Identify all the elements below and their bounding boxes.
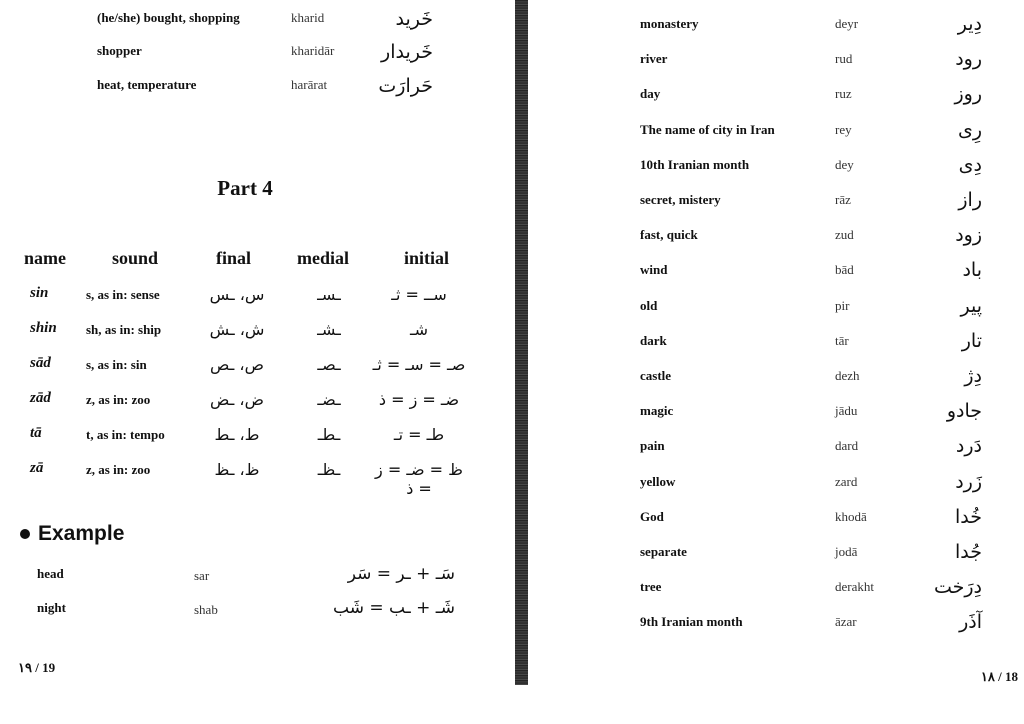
- header-medial: medial: [297, 248, 349, 268]
- transliteration: dard: [835, 438, 859, 454]
- english-word: castle: [640, 368, 672, 383]
- example-heading: [20, 522, 124, 546]
- persian-word: زَرد: [955, 470, 982, 493]
- persian-word: حَرارَت: [378, 75, 433, 97]
- persian-word: دِی: [958, 153, 982, 176]
- transliteration: khodā: [835, 508, 867, 524]
- transliteration: dezh: [835, 368, 860, 383]
- vocab-row: [528, 470, 1024, 504]
- persian-word: روز: [954, 83, 982, 106]
- vocab-row: [528, 259, 1024, 292]
- transliteration: kharid: [291, 10, 325, 25]
- header-initial: initial: [404, 248, 450, 268]
- persian-word: دِیر: [957, 13, 982, 35]
- vocab-row: [528, 48, 1024, 81]
- letter-initial: صـ = سـ = ثـ: [372, 355, 466, 374]
- letter-name: shin: [30, 320, 57, 336]
- letter-sound: s, as in: sense: [86, 287, 160, 302]
- transliteration: dey: [835, 156, 854, 172]
- english-word: fast, quick: [640, 227, 698, 243]
- english-word: shopper: [97, 43, 142, 58]
- english-word: head: [37, 566, 64, 581]
- vocab-row: [528, 224, 1024, 257]
- letter-final: ط، ـط: [214, 425, 260, 444]
- vocab-row: [528, 576, 1024, 609]
- letter-sound: sh, as in: ship: [86, 322, 162, 337]
- letter-medial: ـشـ: [317, 320, 341, 339]
- persian-word: خَرید: [395, 8, 433, 30]
- letter-initial: ســ = ثـ: [391, 285, 447, 304]
- header-final: final: [216, 248, 252, 268]
- letter-row: [0, 425, 515, 457]
- persian-word: باد: [962, 259, 982, 282]
- vocab-row: [0, 77, 515, 107]
- persian-word: راز: [958, 189, 982, 211]
- vocab-row: [528, 435, 1024, 468]
- transliteration: kharidār: [291, 43, 335, 58]
- letter-row: [0, 355, 515, 387]
- persian-word: جادو: [946, 400, 982, 423]
- english-word: dark: [640, 332, 667, 348]
- persian-word: دَرد: [955, 435, 982, 458]
- transliteration: rud: [835, 51, 853, 67]
- transliteration: rāz: [835, 192, 851, 207]
- english-word: wind: [640, 262, 668, 278]
- vocab-row: [528, 611, 1024, 644]
- vocab-row: [528, 365, 1024, 398]
- english-word: 9th Iranian month: [640, 614, 743, 630]
- english-word: magic: [640, 403, 674, 419]
- english-word: The name of city in Iran: [640, 121, 775, 137]
- transliteration: zud: [835, 227, 854, 243]
- letter-final: ض، ـض: [210, 390, 264, 409]
- vocab-row: [528, 189, 1024, 222]
- right-page: [528, 0, 1024, 724]
- vocab-row: [528, 505, 1024, 539]
- letter-row: [0, 285, 515, 317]
- transliteration: derakht: [835, 579, 874, 595]
- letter-medial: ـصـ: [317, 355, 341, 374]
- transliteration: sar: [194, 568, 210, 583]
- english-word: river: [640, 51, 668, 67]
- example-row: [0, 566, 515, 596]
- vocab-row: [528, 153, 1024, 187]
- vocab-row: [528, 329, 1024, 363]
- letter-medial: ـضـ: [317, 390, 341, 409]
- header-name: name: [24, 248, 66, 268]
- letter-name: sin: [30, 285, 49, 301]
- transliteration: zard: [835, 473, 858, 489]
- vocab-row: [528, 400, 1024, 433]
- letter-sound: s, as in: sin: [86, 357, 147, 372]
- persian-word: تار: [961, 329, 982, 352]
- persian-word: آذَر: [959, 611, 982, 634]
- transliteration: harārat: [291, 77, 328, 92]
- header-sound: sound: [112, 248, 159, 268]
- letter-initial: شـ: [409, 320, 429, 339]
- english-word: heat, temperature: [97, 77, 197, 92]
- persian-word: رِی: [957, 118, 982, 141]
- example-heading-text: Example: [38, 522, 125, 545]
- vocab-row: [528, 13, 1024, 46]
- english-word: monastery: [640, 16, 699, 31]
- letter-final: س، ـس: [209, 285, 265, 304]
- bullet-icon: [20, 529, 30, 539]
- vocab-row: [0, 43, 515, 73]
- english-word: pain: [640, 438, 665, 454]
- part-title: Part 4: [217, 176, 273, 200]
- page-number: ۱۹ / 19: [18, 660, 56, 675]
- english-word: God: [640, 508, 664, 524]
- letter-final: ظ، ـظ: [214, 460, 260, 479]
- persian-word: شَـ + ـب = شَب: [333, 598, 455, 618]
- letter-name: sād: [30, 355, 51, 371]
- letter-name: tā: [30, 425, 42, 441]
- persian-word: پیر: [960, 294, 982, 317]
- english-word: separate: [640, 544, 687, 559]
- vocab-row: [528, 541, 1024, 574]
- book-spine: [515, 0, 528, 685]
- persian-word: دِژ: [964, 365, 982, 387]
- page-number: ۱۸ / 18: [980, 669, 1018, 684]
- transliteration: jādu: [835, 403, 858, 419]
- letter-name: zā: [30, 460, 44, 476]
- persian-word: سَـ + ـر = سَر: [347, 564, 455, 584]
- letter-sound: t, as in: tempo: [86, 427, 165, 442]
- letter-initial: طـ = تـ: [393, 425, 445, 444]
- letter-medial: ـسـ: [317, 285, 341, 304]
- example-row: [0, 600, 515, 630]
- transliteration: ruz: [835, 86, 852, 102]
- english-word: 10th Iranian month: [640, 156, 750, 172]
- english-word: night: [37, 600, 66, 615]
- persian-word: دِرَخت: [933, 576, 982, 599]
- transliteration: deyr: [835, 16, 859, 31]
- letter-row: [0, 320, 515, 352]
- letter-medial: ـظـ: [317, 460, 341, 479]
- letter-row: [0, 390, 515, 422]
- transliteration: tār: [835, 332, 849, 348]
- letter-sound: z, as in: zoo: [86, 392, 151, 407]
- letter-name: zād: [30, 390, 51, 406]
- english-word: tree: [640, 579, 662, 595]
- english-word: yellow: [640, 473, 676, 489]
- letter-medial: ـطـ: [317, 425, 341, 444]
- persian-word: جُدا: [955, 541, 982, 563]
- transliteration: rey: [835, 121, 852, 137]
- transliteration: jodā: [835, 544, 858, 559]
- letter-row: [0, 460, 515, 498]
- persian-word: رود: [955, 48, 982, 71]
- vocab-row: [528, 83, 1024, 116]
- vocab-row: [528, 118, 1024, 152]
- english-word: old: [640, 297, 658, 313]
- letter-final: ش، ـش: [209, 320, 265, 339]
- transliteration: āzar: [835, 614, 857, 630]
- persian-word: خُدا: [955, 505, 982, 528]
- letter-final: ص، ـص: [210, 355, 264, 374]
- english-word: (he/she) bought, shopping: [97, 10, 240, 25]
- letter-initial: ضـ = ز = ذ: [378, 390, 460, 409]
- persian-word: خَریدار: [381, 41, 433, 63]
- vocab-row: [528, 294, 1024, 328]
- english-word: day: [640, 86, 661, 102]
- transliteration: pir: [835, 297, 850, 313]
- transliteration: bād: [835, 262, 854, 278]
- persian-word: زود: [955, 224, 982, 247]
- vocab-row: [0, 10, 515, 40]
- letter-sound: z, as in: zoo: [86, 462, 151, 477]
- english-word: secret, mistery: [640, 192, 721, 207]
- letter-initial: ظ = ضـ = ز = ذ: [375, 460, 463, 498]
- transliteration: shab: [194, 602, 218, 617]
